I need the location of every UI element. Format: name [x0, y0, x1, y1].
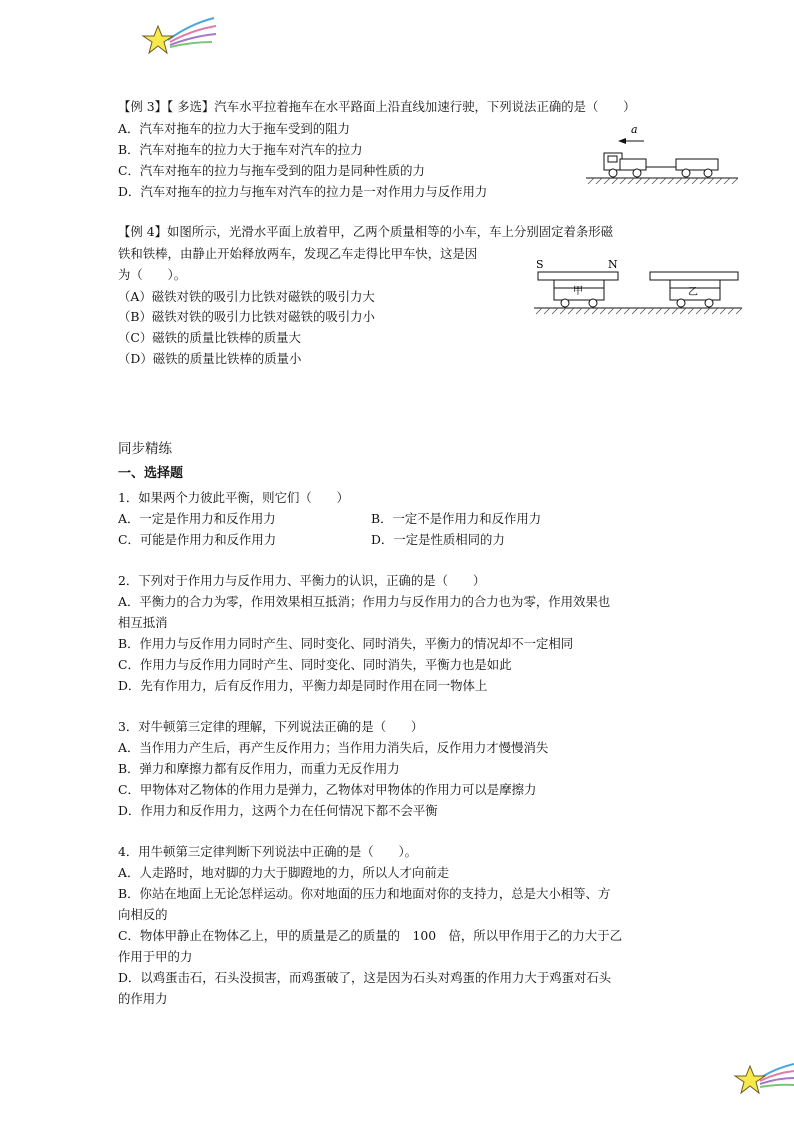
example4-option-c: （C）磁铁的质量比铁棒的质量大	[118, 330, 301, 345]
q2-line-3: B．作用力与反作用力同时产生、同时变化、同时消失，平衡力的情况却不一定相同	[118, 636, 574, 651]
example4-stem-line2: 铁和铁棒，由静止开始释放两车，发现乙车走得比甲车快，这是因	[118, 246, 478, 261]
q2-line-4: C．作用力与反作用力同时产生、同时变化、同时消失，平衡力也是如此	[118, 657, 512, 672]
cart-a-label: 甲	[573, 286, 583, 297]
q3-line-2: B．弹力和摩擦力都有反作用力，而重力无反作用力	[118, 761, 400, 776]
example3-stem: 【例 3】【 多选】汽车水平拉着拖车在水平路面上沿直线加速行驶，下列说法正确的是（ ）	[118, 99, 636, 114]
bar-magnet	[538, 272, 618, 280]
q4-line-6: D．以鸡蛋击石，石头没损害，而鸡蛋破了，这是因为石头对鸡蛋的作用力大于鸡蛋对石头	[118, 970, 612, 985]
cart-b	[650, 272, 738, 307]
example3-option-b: B．汽车对拖车的拉力大于拖车对汽车的拉力	[118, 142, 363, 157]
q4-line-3: 向相反的	[118, 907, 168, 922]
q3-line-1: A．当作用力产生后，再产生反作用力；当作用力消失后，反作用力才慢慢消失	[118, 740, 549, 755]
cart-b-label: 乙	[688, 287, 698, 298]
star-decoration-bottom-icon	[730, 1056, 794, 1100]
pole-s-label: S	[536, 258, 544, 271]
example4-option-d: （D）磁铁的质量比铁棒的质量小	[118, 351, 302, 366]
example4-option-a: （A）磁铁对铁的吸引力比铁对磁铁的吸引力大	[118, 289, 375, 304]
q4-stem: 4．用牛顿第三定律判断下列说法中正确的是（ ）。	[118, 844, 418, 859]
example4-stem-line3: 为（ ）。	[118, 267, 187, 282]
truck	[604, 153, 646, 177]
q1-option-a: A．一定是作用力和反作用力	[118, 511, 276, 526]
truck-trailer-figure	[582, 120, 742, 192]
q3-line-4: D．作用力和反作用力，这两个力在任何情况下都不会平衡	[118, 803, 438, 818]
q1-option-c: C．可能是作用力和反作用力	[118, 532, 277, 547]
q3-line-3: C．甲物体对乙物体的作用力是弹力，乙物体对甲物体的作用力可以是摩擦力	[118, 782, 537, 797]
q4-line-5: 作用于甲的力	[118, 949, 193, 964]
cart-a	[538, 272, 618, 307]
example3-option-d: D．汽车对拖车的拉力与拖车对汽车的拉力是一对作用力与反作用力	[118, 184, 488, 199]
section-title: 同步精练	[118, 441, 172, 457]
q4-line-4: C．物体甲静止在物体乙上，甲的质量是乙的质量的 100 倍，所以甲作用于乙的力大于乙	[118, 928, 622, 943]
q1-stem: 1．如果两个力彼此平衡，则它们（ ）	[118, 490, 349, 505]
pole-n-label: N	[608, 258, 618, 271]
q4-line-7: 的作用力	[118, 991, 168, 1006]
example4-option-b: （B）磁铁对铁的吸引力比铁对磁铁的吸引力小	[118, 309, 375, 324]
example3-option-c: C．汽车对拖车的拉力与拖车受到的阻力是同种性质的力	[118, 163, 425, 178]
q2-line-2: 相互抵消	[118, 615, 168, 630]
trailer	[676, 159, 718, 177]
iron-bar	[650, 272, 738, 280]
q4-line-1: A．人走路时，地对脚的力大于脚蹬地的力，所以人才向前走	[118, 865, 450, 880]
subsection-title: 一、选择题	[118, 466, 184, 481]
q2-line-5: D．先有作用力，后有反作用力，平衡力却是同时作用在同一物体上	[118, 678, 488, 693]
q2-stem: 2．下列对于作用力与反作用力、平衡力的认识，正确的是（ ）	[118, 573, 486, 588]
acceleration-label: a	[631, 123, 638, 136]
q3-stem: 3．对牛顿第三定律的理解，下列说法正确的是（ ）	[118, 719, 424, 734]
q4-line-2: B．你站在地面上无论怎样运动。你对地面的压力和地面对你的支持力，总是大小相等、方	[118, 886, 611, 901]
q2-line-1: A．平衡力的合力为零，作用效果相互抵消；作用力与反作用力的合力也为零，作用效果也	[118, 594, 611, 609]
q1-option-b: B．一定不是作用力和反作用力	[371, 511, 542, 526]
example4-stem-line1: 【例 4】如图所示，光滑水平面上放着甲，乙两个质量相等的小车，车上分别固定着条形磁	[118, 224, 614, 239]
example3-option-a: A．汽车对拖车的拉力大于拖车受到的阻力	[118, 121, 350, 136]
two-carts-figure	[532, 254, 744, 320]
star-decoration-top-icon	[140, 14, 220, 58]
q1-option-d: D．一定是性质相同的力	[371, 532, 505, 547]
